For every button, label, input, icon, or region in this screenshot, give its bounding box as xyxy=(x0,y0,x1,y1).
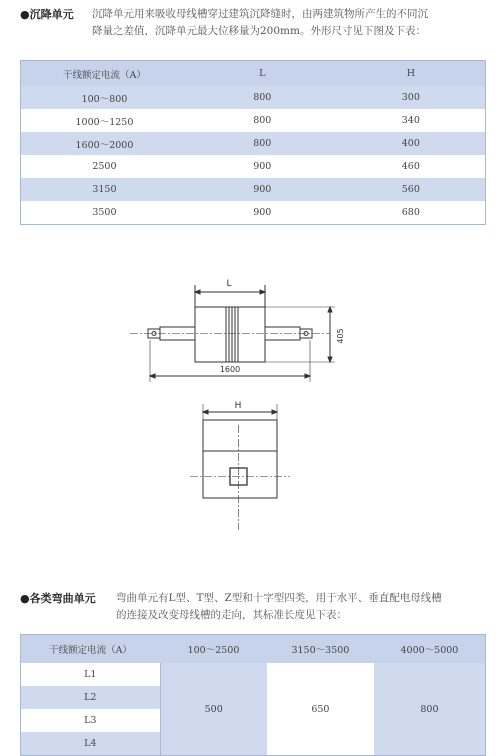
header-cell: 100～2500 xyxy=(160,635,267,664)
table-row xyxy=(21,663,486,686)
table-cell: 1000～1250 xyxy=(21,109,188,132)
table-cell: 100～800 xyxy=(21,86,188,109)
table-header-row xyxy=(21,61,486,87)
settlement-table xyxy=(20,60,486,225)
table-cell: 800 xyxy=(188,132,337,155)
merged-value-cell: 800 xyxy=(374,663,486,756)
header-cell: H xyxy=(337,61,486,87)
table-cell: 460 xyxy=(337,155,486,178)
row-label: L3 xyxy=(21,709,161,732)
bend-table xyxy=(20,634,486,756)
table-cell: 900 xyxy=(188,201,337,225)
settlement-unit-drawing xyxy=(0,260,500,550)
section-settlement xyxy=(20,6,486,46)
unit-body xyxy=(130,307,330,362)
table-row xyxy=(21,178,486,201)
header-cell: L xyxy=(188,61,337,87)
dimension-405 xyxy=(265,307,345,362)
row-label: L4 xyxy=(21,732,161,756)
table-cell: 300 xyxy=(337,86,486,109)
front-view xyxy=(190,420,290,530)
table-row xyxy=(21,132,486,155)
table-cell: 1600～2000 xyxy=(21,132,188,155)
header-cell: 4000～5000 xyxy=(374,635,486,664)
header-cell: 3150～3500 xyxy=(267,635,374,664)
section-heading: ●各类弯曲单元 xyxy=(20,592,96,605)
table-cell: 2500 xyxy=(21,155,188,178)
header-cell: 干线额定电流（A） xyxy=(21,61,188,87)
merged-value-cell: 500 xyxy=(160,663,267,756)
table-row xyxy=(21,86,486,109)
row-label: L1 xyxy=(21,663,161,686)
dimension-1600 xyxy=(150,340,310,382)
dimension-l xyxy=(195,279,265,307)
table-cell: 800 xyxy=(188,86,337,109)
table-cell: 3500 xyxy=(21,201,188,225)
table-cell: 3150 xyxy=(21,178,188,201)
label-h: H xyxy=(234,401,242,411)
label-1600: 1600 xyxy=(219,365,241,374)
description-line: 弯曲单元有L型、T型、Z型和十字型四类，用于水平、垂直配电母线槽 xyxy=(116,592,442,604)
table-row xyxy=(21,201,486,225)
section-description xyxy=(92,6,428,40)
label-l: L xyxy=(226,279,232,289)
table-cell: 900 xyxy=(188,178,337,201)
table-row xyxy=(21,155,486,178)
section-bend-units xyxy=(20,590,486,630)
table-header-row xyxy=(21,635,486,664)
table-cell: 340 xyxy=(337,109,486,132)
section-heading: ●沉降单元 xyxy=(20,8,74,21)
table-cell: 560 xyxy=(337,178,486,201)
merged-value-cell: 650 xyxy=(267,663,374,756)
description-line: 的连接及改变母线槽的走向，其标准长度见下表： xyxy=(116,609,347,621)
row-label: L2 xyxy=(21,686,161,709)
description-line: 沉降单元用来吸收母线槽穿过建筑沉降缝时，由两建筑物所产生的不同沉 xyxy=(92,8,428,20)
table-cell: 400 xyxy=(337,132,486,155)
settlement-table-wrap xyxy=(20,60,486,225)
table-row xyxy=(21,109,486,132)
table-cell: 680 xyxy=(337,201,486,225)
description-line: 降量之差值，沉降单元最大位移量为200mm。外形尺寸见下图及下表： xyxy=(92,25,426,37)
bend-table-wrap xyxy=(20,634,486,756)
section-description xyxy=(116,590,442,624)
table-cell: 900 xyxy=(188,155,337,178)
header-cell: 干线额定电流（A） xyxy=(21,635,161,664)
table-cell: 800 xyxy=(188,109,337,132)
dimension-h xyxy=(203,401,277,420)
label-405: 405 xyxy=(336,328,345,344)
